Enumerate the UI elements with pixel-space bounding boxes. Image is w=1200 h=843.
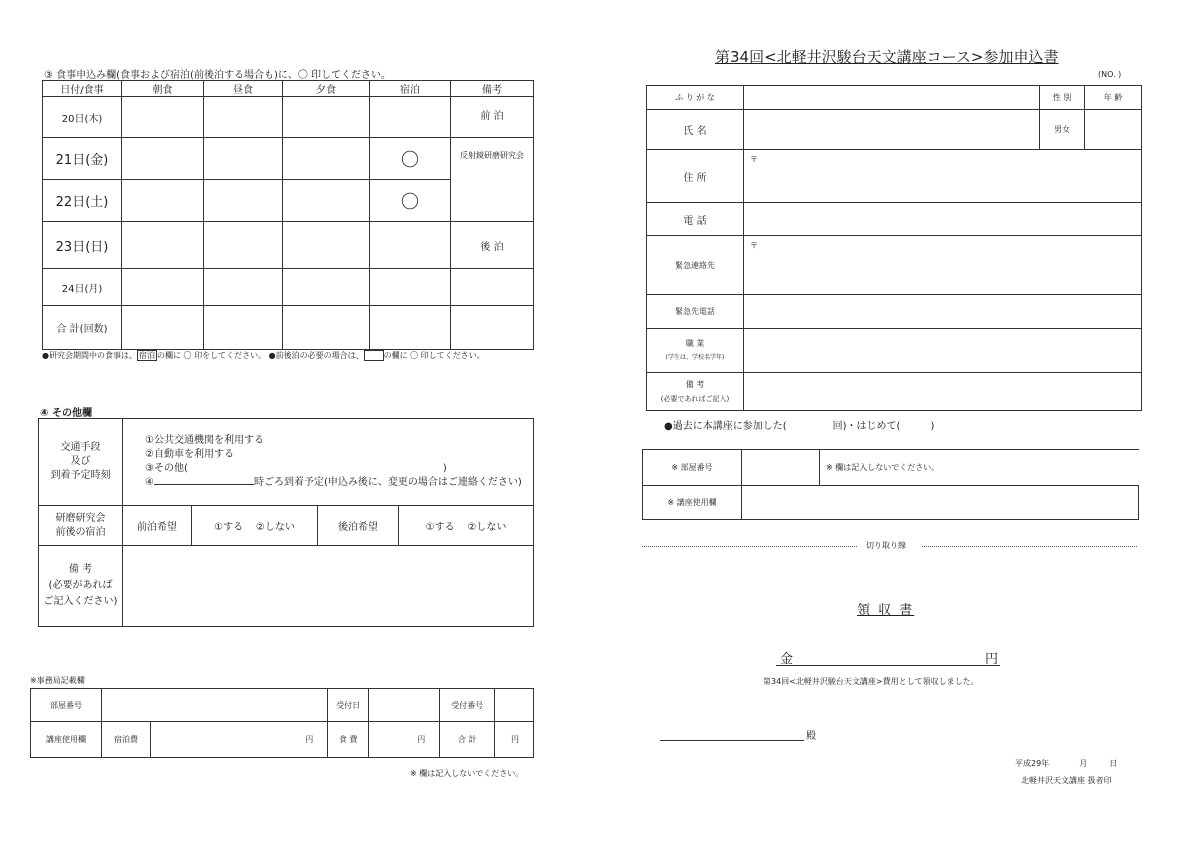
past-text: 回)・はじめて( [832, 421, 901, 432]
table-row [43, 306, 534, 350]
blank-box-icon [364, 350, 384, 361]
footnote-boxed-word: 宿泊 [138, 351, 155, 360]
meal-date: 22日(土) [43, 180, 122, 222]
form-number: (NO. ) [1098, 70, 1122, 79]
occupation-label [647, 329, 744, 373]
label-line: ご記入ください) [43, 596, 118, 607]
meal-cell[interactable] [283, 222, 370, 269]
address-field[interactable] [744, 150, 1142, 203]
office-note: ※ 欄は記入しないでください。 [410, 769, 524, 778]
receipt-date [1015, 758, 1117, 769]
meal-table [42, 80, 534, 350]
date-month: 月 [1079, 759, 1088, 768]
meal-date: 21日(金) [43, 138, 122, 180]
option-text: ④ [145, 477, 154, 488]
receipt-amount-line[interactable] [776, 648, 1000, 666]
staff-room-note: ※ 欄は記入しないでください。 [820, 450, 1139, 486]
transport-option[interactable]: ①公共交通機関を利用する [145, 435, 264, 446]
transport-label [39, 419, 123, 506]
remarks-field[interactable] [123, 546, 534, 627]
meal-header-lunch: 昼食 [204, 81, 283, 97]
office-lodging-label: 宿泊費 [102, 722, 151, 758]
footnote-text: の欄に 〇 印をしてください。 ●前後泊の必要の場合は、 [156, 351, 364, 360]
name-label: 氏 名 [647, 110, 744, 150]
receipt-to-line[interactable] [660, 740, 804, 741]
application-table [646, 85, 1142, 411]
choice-no[interactable]: ②しない [255, 522, 295, 533]
occupation-field[interactable] [744, 329, 1142, 373]
receipt-body: 第34回<北軽井沢駿台天文講座>費用として領収しました。 [763, 677, 979, 686]
lodging-label [39, 506, 123, 546]
office-received-no-field[interactable] [495, 689, 534, 722]
meal-cell[interactable] [204, 180, 283, 222]
staff-course-field[interactable] [742, 486, 1139, 520]
date-era: 平成29年 [1015, 759, 1050, 768]
table-row [43, 269, 534, 306]
date-day: 日 [1109, 759, 1118, 768]
furigana-label: ふ り が な [647, 86, 744, 110]
past-text: ●過去に本講座に参加した( [664, 421, 787, 432]
label-line: 備 考 [685, 379, 705, 389]
post-stay-label: 後泊希望 [318, 506, 399, 546]
meal-cell[interactable] [370, 306, 451, 350]
label-line: (学生は、学校名学年) [665, 353, 725, 361]
staff-course-label: ※ 講座使用欄 [643, 486, 742, 520]
gender-field[interactable]: 男女 [1040, 110, 1085, 150]
label-line: 前後の宿泊 [55, 526, 106, 538]
arrival-note: 時ごろ到着予定(申込み後に、変更の場合はご連絡ください) [253, 477, 522, 488]
meal-cell[interactable] [122, 269, 204, 306]
meal-cell[interactable] [122, 222, 204, 269]
meal-total-label: 合 計(回数) [43, 306, 122, 350]
office-food-label: 食 費 [328, 722, 369, 758]
pre-stay-choice[interactable] [192, 506, 318, 546]
remarks-label [39, 546, 123, 627]
meal-cell[interactable] [122, 138, 204, 180]
label-line: (必要があれば [48, 580, 113, 591]
meal-header-stay: 宿泊 [370, 81, 451, 97]
office-table [30, 688, 534, 758]
meal-cell[interactable] [204, 269, 283, 306]
meal-note [451, 269, 534, 306]
label-line: 研磨研究会 [55, 512, 106, 524]
meal-cell[interactable] [204, 306, 283, 350]
label-line: 到着予定時刻 [50, 470, 111, 481]
meal-note: 前 泊 [451, 97, 534, 138]
meal-cell[interactable] [204, 222, 283, 269]
remarks-form-field[interactable] [744, 373, 1142, 411]
furigana-field[interactable] [744, 86, 1040, 110]
choice-yes[interactable]: ①する [425, 522, 455, 533]
amount-prefix: 金 [780, 652, 794, 667]
office-received-date-label: 受付日 [328, 689, 369, 722]
meal-header-dinner: 夕食 [283, 81, 370, 97]
stay-cell[interactable] [370, 97, 451, 138]
meal-cell[interactable] [122, 306, 204, 350]
cut-line-label: 切り取り線 [866, 541, 906, 550]
staff-table [642, 449, 1139, 520]
label-line: 交通手段 [60, 442, 101, 453]
meal-date: 23日(日) [43, 222, 122, 269]
label-line: 職 業 [685, 338, 705, 348]
office-received-no-label: 受付番号 [440, 689, 495, 722]
meal-cell[interactable] [283, 97, 370, 138]
cut-line-left [642, 546, 857, 547]
meal-header-note: 備考 [451, 81, 534, 97]
age-label: 年 齢 [1085, 86, 1142, 110]
choice-no[interactable]: ②しない [467, 522, 507, 533]
option-text: ③その他( [145, 463, 188, 474]
other-heading: ④ その他欄 [40, 408, 92, 419]
stay-cell[interactable]: 〇 [370, 180, 451, 222]
emergency-phone-label: 緊急先電話 [647, 295, 744, 329]
office-course-label: 講座使用欄 [31, 722, 102, 758]
staff-room-label: ※ 部屋番号 [643, 450, 742, 486]
meal-cell[interactable] [283, 138, 370, 180]
footnote-text: の欄に 〇 印してください。 [383, 351, 485, 360]
table-row [43, 222, 534, 269]
emergency-label: 緊急連絡先 [647, 236, 744, 295]
transport-options [123, 419, 534, 506]
amount-suffix: 円 [984, 652, 998, 667]
arrival-line[interactable] [145, 476, 533, 490]
post-stay-choice[interactable] [399, 506, 534, 546]
meal-header-breakfast: 朝食 [122, 81, 204, 97]
meal-note: 後 泊 [451, 222, 534, 269]
cut-line-right [922, 546, 1137, 547]
past-text: ) [930, 421, 935, 432]
footnote-text: ●研究会期間中の食事は、 [42, 351, 137, 360]
meal-date: 24日(月) [43, 269, 122, 306]
name-field[interactable] [744, 110, 1040, 150]
stay-cell[interactable] [370, 269, 451, 306]
staff-room-field[interactable] [742, 450, 820, 486]
office-room-field[interactable] [102, 689, 328, 722]
stay-cell[interactable] [370, 222, 451, 269]
office-food-yen: 円 [369, 722, 440, 758]
meal-cell[interactable] [204, 138, 283, 180]
meal-cell[interactable] [283, 269, 370, 306]
remarks-form-label [647, 373, 744, 411]
meal-heading: ③ 食事申込み欄(食事および宿泊(前後泊する場合も)に、〇 印してください。 [44, 70, 392, 81]
phone-label: 電 話 [647, 203, 744, 236]
gender-label: 性 別 [1040, 86, 1085, 110]
meal-cell[interactable] [283, 306, 370, 350]
meal-cell[interactable] [122, 97, 204, 138]
meal-cell[interactable] [204, 97, 283, 138]
emergency-phone-field[interactable] [744, 295, 1142, 329]
office-lodging-yen: 円 [151, 722, 328, 758]
form-title: 第34回<北軽井沢駿台天文講座コース>参加申込書 [715, 48, 1059, 66]
past-attendance[interactable] [664, 417, 934, 432]
emergency-field[interactable] [744, 236, 1142, 295]
office-total-yen: 円 [495, 722, 534, 758]
office-total-label: 合 計 [440, 722, 495, 758]
meal-footnote [42, 350, 485, 361]
table-row [43, 97, 534, 138]
other-table [38, 418, 534, 627]
table-row [43, 138, 534, 180]
meal-cell[interactable] [283, 180, 370, 222]
label-line: (必要であればご記入) [660, 394, 730, 403]
office-heading: ※事務局記載欄 [30, 676, 85, 685]
address-label: 住 所 [647, 150, 744, 203]
option-close: ) [442, 463, 447, 474]
meal-date: 20日(木) [43, 97, 122, 138]
receipt-title: 領 収 書 [857, 603, 915, 618]
postal-icon: 〒 [750, 241, 758, 250]
label-line: 備 考 [68, 564, 93, 575]
postal-icon: 〒 [750, 155, 758, 164]
office-room-label: 部屋番号 [31, 689, 102, 722]
office-received-date-field[interactable] [369, 689, 440, 722]
stay-cell[interactable]: 〇 [370, 138, 451, 180]
meal-cell[interactable] [451, 306, 534, 350]
transport-option[interactable] [145, 462, 533, 476]
choice-yes[interactable]: ①する [214, 522, 244, 533]
label-line: 及び [70, 456, 91, 467]
meal-cell[interactable] [122, 180, 204, 222]
transport-option[interactable]: ②自動車を利用する [145, 449, 234, 460]
meal-note: 反射鏡研磨研究会 [451, 138, 534, 222]
phone-field[interactable] [744, 203, 1142, 236]
meal-header-date: 日付/食事 [43, 81, 122, 97]
age-field[interactable] [1085, 110, 1142, 150]
receipt-to-suffix: 殿 [806, 731, 816, 742]
pre-stay-label: 前泊希望 [123, 506, 192, 546]
receipt-issuer: 北軽井沢天文講座 扱者印 [1021, 776, 1112, 785]
